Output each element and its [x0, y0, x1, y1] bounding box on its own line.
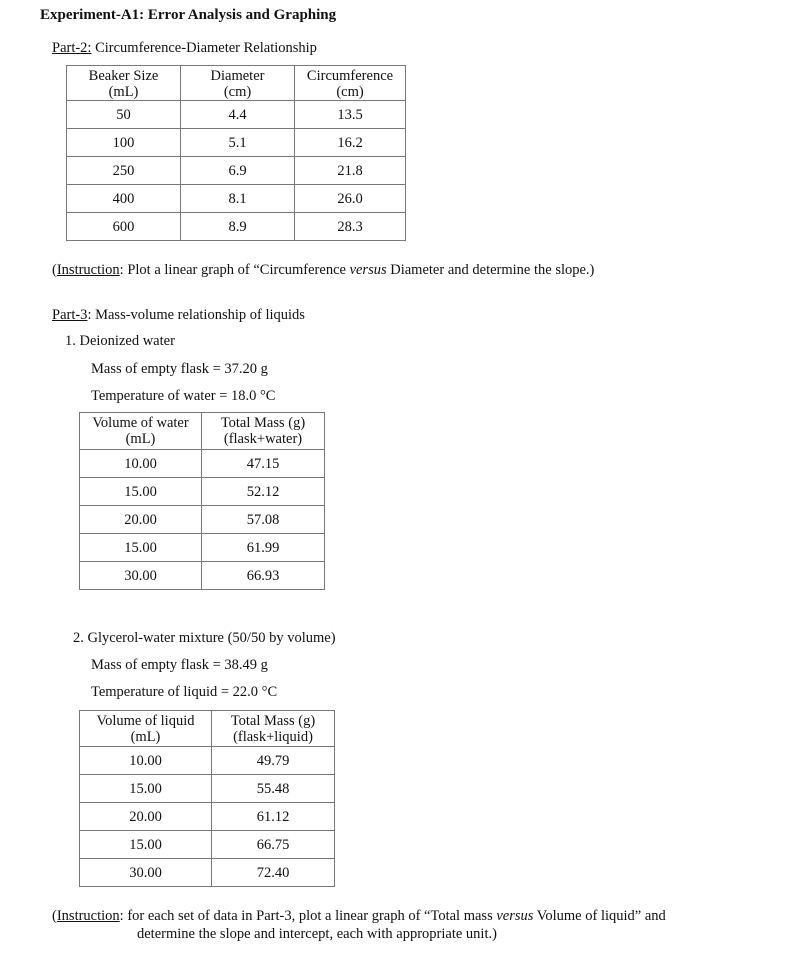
deionized-water-table [79, 412, 325, 590]
table-row [80, 775, 335, 803]
header-volume: Volume of water (mL) [80, 413, 202, 450]
table-row [80, 534, 325, 562]
section2-heading: 2. Glycerol-water mixture (50/50 by volume) [73, 630, 336, 646]
table-row [67, 185, 406, 213]
cell-diameter: 4.4 [181, 101, 295, 129]
section2-temperature: Temperature of liquid = 22.0 °C [91, 684, 278, 700]
cell-beaker: 600 [67, 213, 181, 241]
instruction-label: Instruction [56, 908, 120, 924]
part2-instruction: (Instruction: Plot a linear graph of “Circumference versus Diameter and determine the slope.) [52, 262, 595, 278]
section1-heading: 1. Deionized water [65, 333, 175, 349]
header-total-mass: Total Mass (g) (flask+liquid) [212, 711, 335, 747]
cell-volume: 15.00 [80, 775, 212, 803]
section1-mass-empty: Mass of empty flask = 37.20 g [91, 361, 268, 377]
table-row [67, 101, 406, 129]
part3-instruction: (Instruction: for each set of data in Part-3, plot a linear graph of “Total mass versus Volume of liquid” and [52, 908, 666, 924]
table-row [80, 747, 335, 775]
cell-circumference: 21.8 [295, 157, 406, 185]
table-row [80, 859, 335, 887]
part3-heading-text: : Mass-volume relationship of liquids [87, 307, 305, 323]
cell-volume: 15.00 [80, 831, 212, 859]
table-row [80, 478, 325, 506]
table-header-row [67, 66, 406, 101]
cell-diameter: 5.1 [181, 129, 295, 157]
cell-beaker: 250 [67, 157, 181, 185]
part3-heading [52, 307, 305, 324]
cell-volume: 30.00 [80, 859, 212, 887]
cell-volume: 20.00 [80, 506, 202, 534]
header-total-mass: Total Mass (g) (flask+water) [202, 413, 325, 450]
instruction-label: Instruction [56, 262, 120, 278]
cell-mass: 49.79 [212, 747, 335, 775]
cell-beaker: 400 [67, 185, 181, 213]
table-header-row [80, 413, 325, 450]
part2-heading-text: Circumference-Diameter Relationship [91, 40, 317, 56]
header-circumference: Circumference (cm) [295, 66, 406, 101]
table-row [80, 803, 335, 831]
cell-volume: 15.00 [80, 534, 202, 562]
cell-beaker: 100 [67, 129, 181, 157]
glycerol-water-table [79, 710, 335, 887]
section1-temperature: Temperature of water = 18.0 °C [91, 388, 276, 404]
cell-volume: 15.00 [80, 478, 202, 506]
table-row [67, 129, 406, 157]
table-row [67, 157, 406, 185]
header-beaker-size: Beaker Size (mL) [67, 66, 181, 101]
cell-volume: 10.00 [80, 747, 212, 775]
cell-beaker: 50 [67, 101, 181, 129]
cell-circumference: 16.2 [295, 129, 406, 157]
cell-mass: 61.99 [202, 534, 325, 562]
header-diameter: Diameter (cm) [181, 66, 295, 101]
table-row [67, 213, 406, 241]
part2-label: Part-2: [52, 40, 92, 56]
header-volume: Volume of liquid (mL) [80, 711, 212, 747]
cell-mass: 61.12 [212, 803, 335, 831]
cell-circumference: 28.3 [295, 213, 406, 241]
cell-mass: 52.12 [202, 478, 325, 506]
cell-mass: 72.40 [212, 859, 335, 887]
circumference-diameter-table [66, 65, 406, 241]
cell-circumference: 26.0 [295, 185, 406, 213]
cell-mass: 66.93 [202, 562, 325, 590]
cell-volume: 20.00 [80, 803, 212, 831]
cell-mass: 47.15 [202, 450, 325, 478]
cell-diameter: 8.1 [181, 185, 295, 213]
cell-mass: 55.48 [212, 775, 335, 803]
table-row [80, 450, 325, 478]
table-row [80, 831, 335, 859]
table-row [80, 562, 325, 590]
cell-volume: 10.00 [80, 450, 202, 478]
table-header-row [80, 711, 335, 747]
cell-volume: 30.00 [80, 562, 202, 590]
part2-heading [52, 40, 317, 57]
page-title: Experiment-A1: Error Analysis and Graphing [40, 7, 337, 23]
cell-diameter: 6.9 [181, 157, 295, 185]
part3-label: Part-3 [52, 307, 88, 323]
section2-mass-empty: Mass of empty flask = 38.49 g [91, 657, 268, 673]
part3-instruction-line2: determine the slope and intercept, each with appropriate unit.) [137, 926, 497, 942]
cell-mass: 66.75 [212, 831, 335, 859]
table-row [80, 506, 325, 534]
cell-mass: 57.08 [202, 506, 325, 534]
cell-circumference: 13.5 [295, 101, 406, 129]
cell-diameter: 8.9 [181, 213, 295, 241]
